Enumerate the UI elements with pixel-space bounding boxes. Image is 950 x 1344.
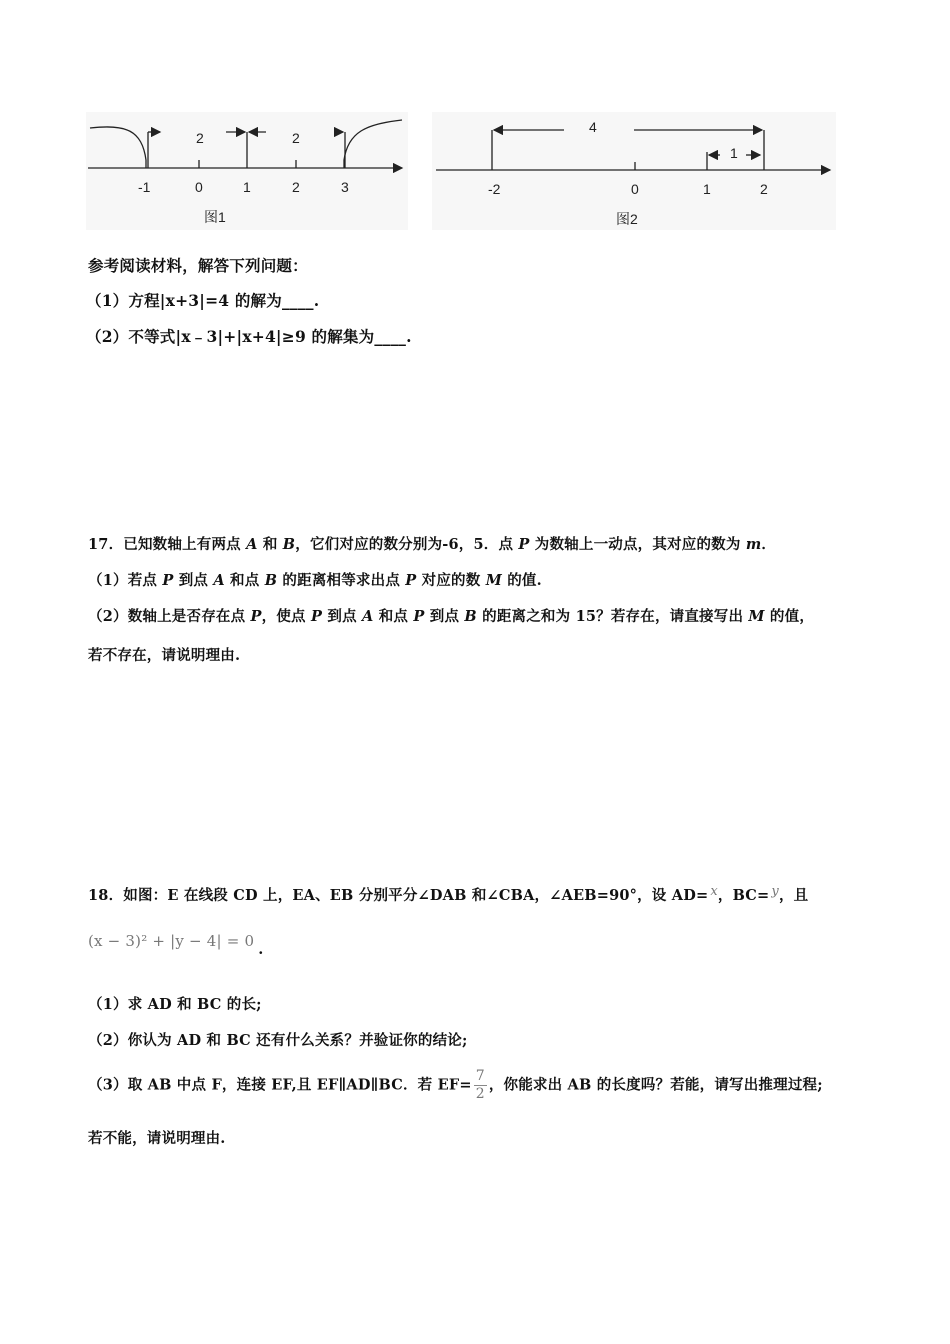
figure-2-number-line <box>432 112 836 230</box>
problem-17-part-2-continued: 若不存在，请说明理由. <box>88 647 241 664</box>
distance-label: 2 <box>292 130 300 146</box>
problem-17-part-2: （2）数轴上是否存在点 P，使点 P 到点 A 和点 P 到点 B 的距离之和为 15？若存在，请直接写出 M 的值， <box>88 608 815 625</box>
distance-label: 4 <box>589 119 597 135</box>
figure-caption: 图2 <box>616 211 638 227</box>
tick-label: 0 <box>195 179 203 195</box>
distance-label: 1 <box>730 145 738 161</box>
tick-label: 3 <box>341 179 349 195</box>
reading-intro: 参考阅读材料，解答下列问题： <box>88 256 308 275</box>
figure-1-number-line <box>86 112 408 230</box>
fraction-seven-halves: $\frac{7}{2}$ <box>475 1068 485 1102</box>
problem-18-stem: 18．如图：E 在线段 CD 上，EA、EB 分别平分∠DAB 和∠CBA，∠AEB=90°，设 AD= x，BC= y，且 <box>88 884 809 904</box>
right-curve <box>344 120 402 168</box>
distance-label: 2 <box>196 130 204 146</box>
problem-17-part-1: （1）若点 P 到点 A 和点 B 的距离相等求出点 P 对应的数 M 的值. <box>88 572 542 589</box>
tick-label: 2 <box>292 179 300 195</box>
tick-label: 2 <box>760 181 768 197</box>
reading-question-2: （2）不等式|x﹣3|+|x+4|≥9 的解集为____. <box>86 327 412 346</box>
variable-x: x <box>710 884 718 899</box>
left-curve <box>90 127 146 168</box>
problem-18-part-2: （2）你认为 AD 和 BC 还有什么关系？并验证你的结论; <box>88 1032 468 1049</box>
tick-label: -1 <box>138 179 151 195</box>
tick-label: -2 <box>488 181 501 197</box>
problem-18-condition: (x − 3)² + |y − 4| = 0 . <box>88 932 264 958</box>
tick-label: 1 <box>243 179 251 195</box>
tick-label: 0 <box>631 181 639 197</box>
problem-18-part-3-continued: 若不能，请说明理由. <box>88 1130 226 1147</box>
figure-caption: 图1 <box>204 209 226 225</box>
variable-y: y <box>771 884 779 899</box>
problem-18-part-1: （1）求 AD 和 BC 的长; <box>88 996 262 1013</box>
condition-formula: (x − 3)² + |y − 4| = 0 <box>88 932 255 950</box>
problem-18-part-3: （3）取 AB 中点 F，连接 EF,且 EF∥AD∥BC．若 EF= $\frac{7}{2}$ ，你能求出 AB 的长度吗？若能，请写出推理过程; <box>88 1068 823 1102</box>
problem-17-stem: 17．已知数轴上有两点 A 和 B，它们对应的数分别为-6，5．点 P 为数轴上一动点，其对应的数为 m． <box>88 536 777 553</box>
tick-label: 1 <box>703 181 711 197</box>
reading-question-1: （1）方程|x+3|=4 的解为____. <box>86 291 320 310</box>
